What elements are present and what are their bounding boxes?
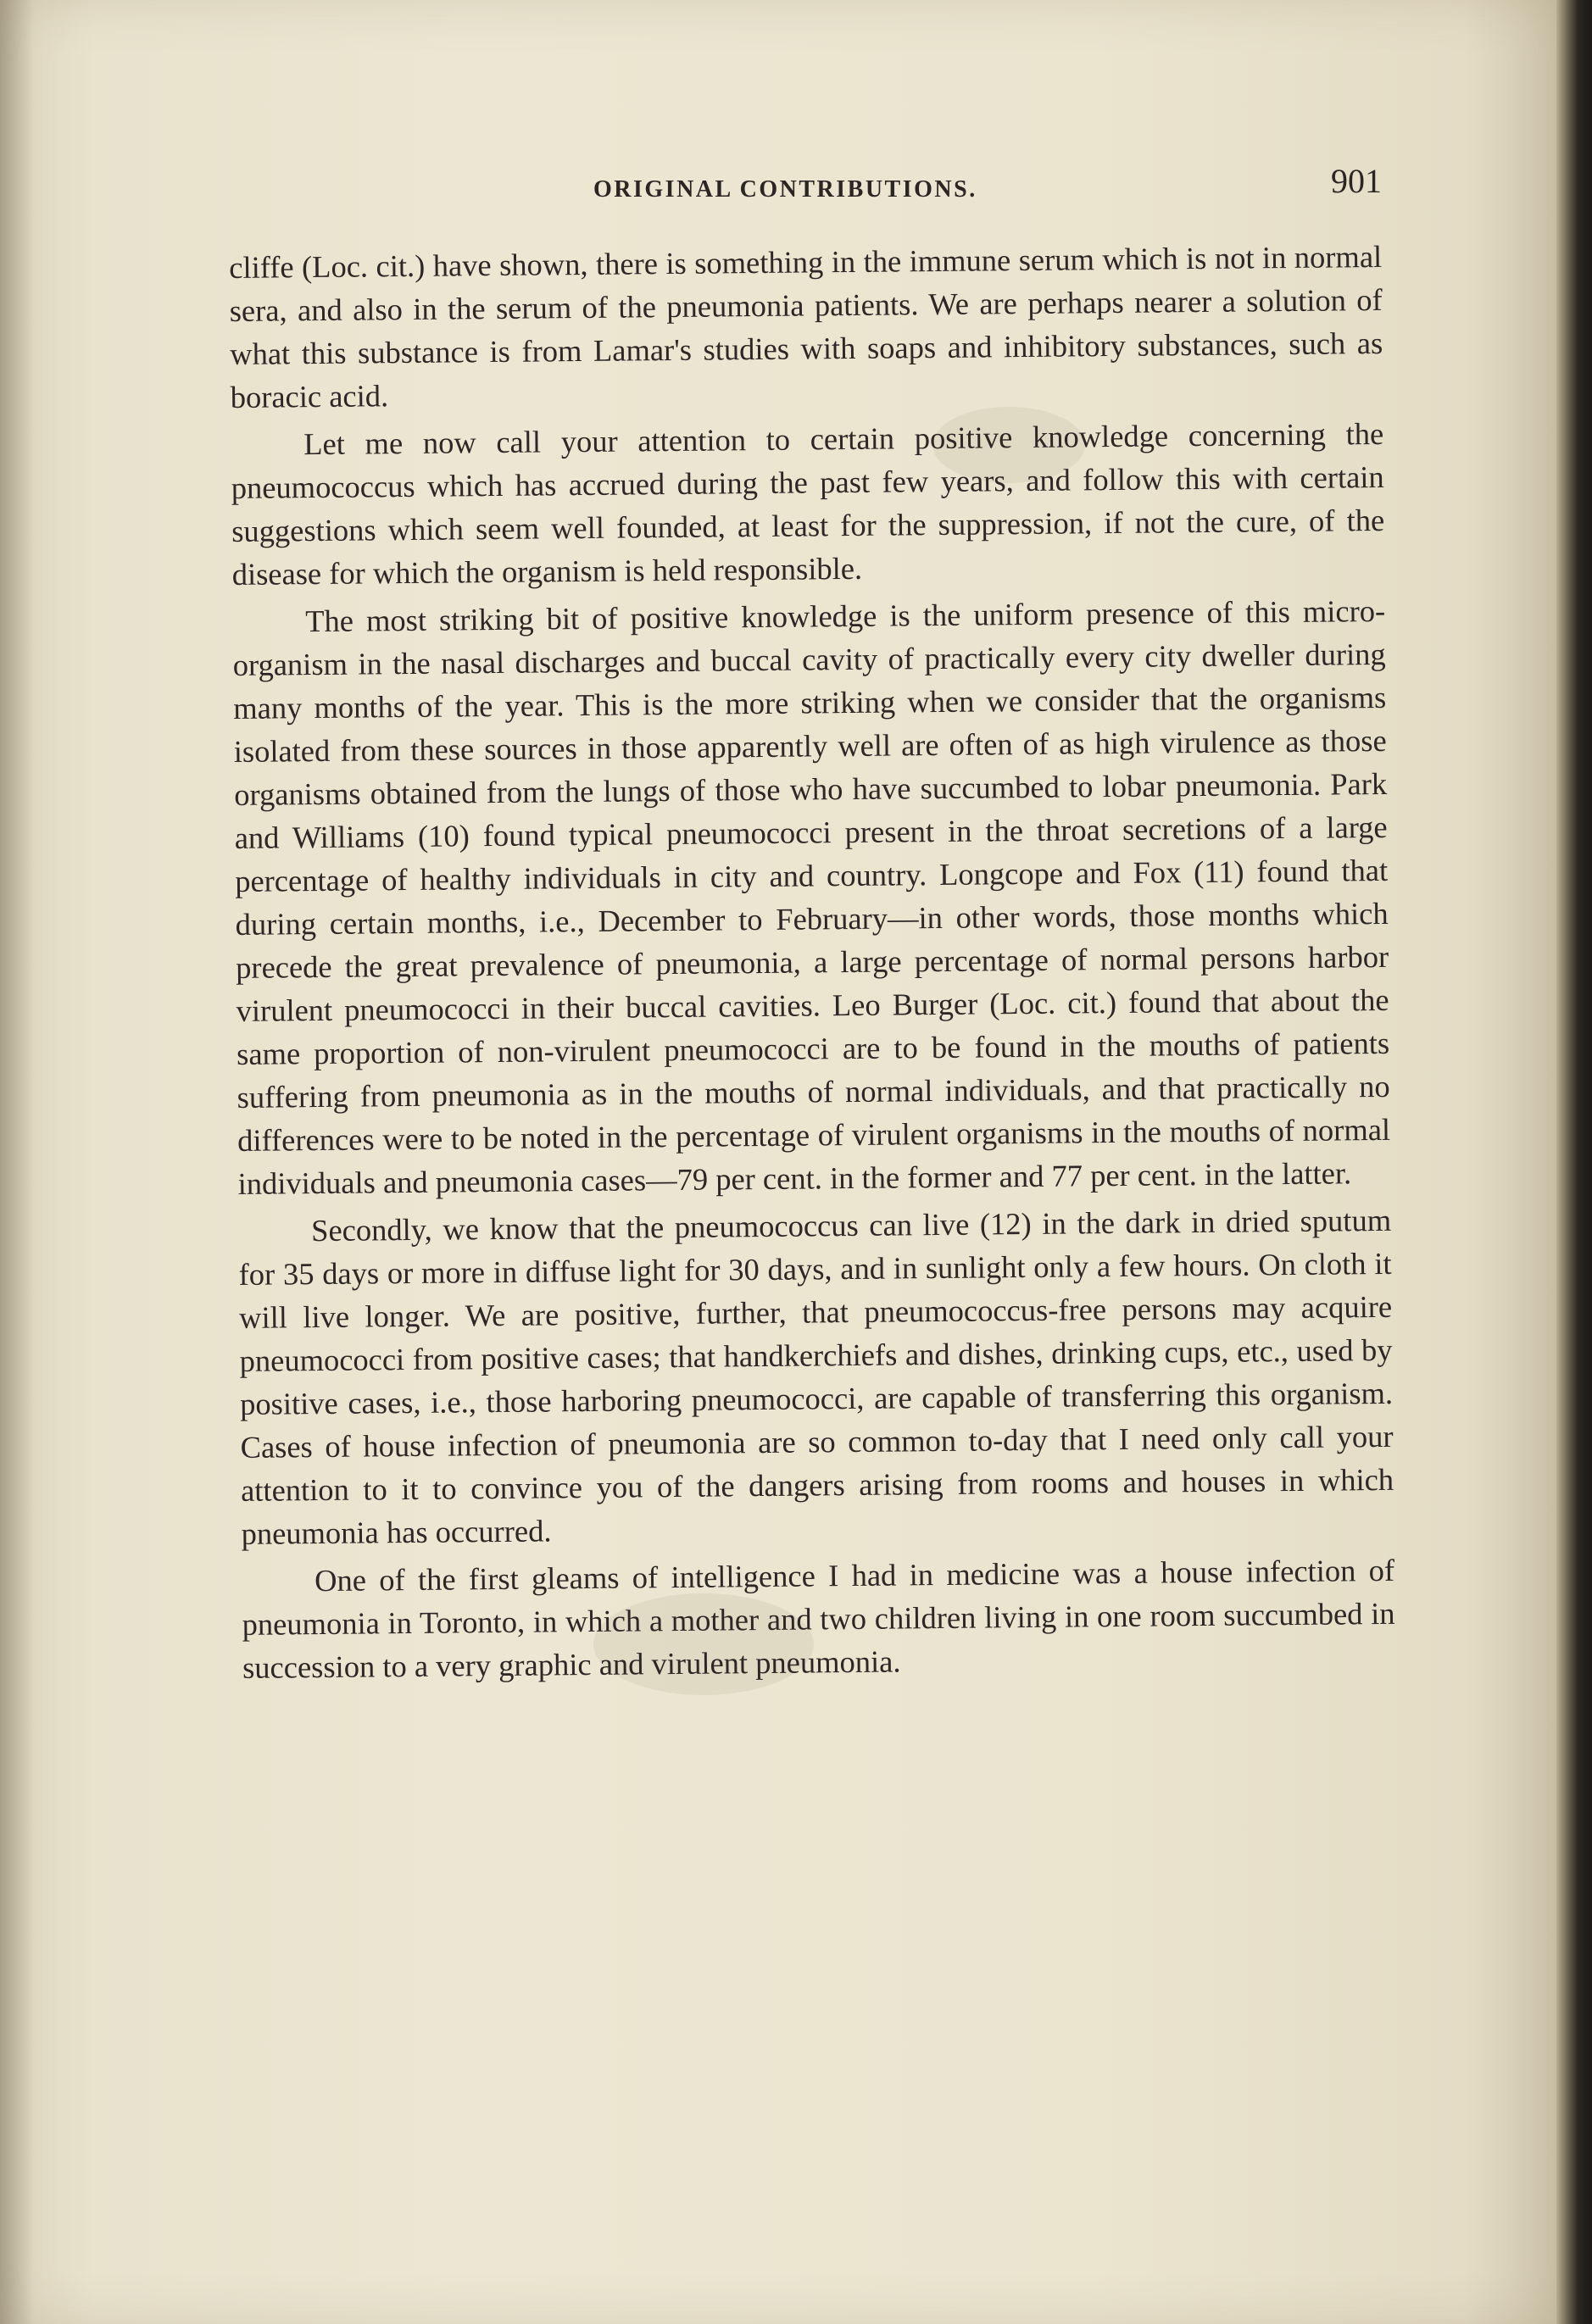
- paragraph: cliffe (Loc. cit.) have shown, there is something in the immune serum which is not in normal sera, and also in the serum of the pneumonia patients. We are perhaps nearer a solution of what this substance is from Lamar's studies with soaps and inhibitory substances, such as boracic acid.: [229, 238, 1383, 414]
- page-header: [229, 151, 1382, 219]
- paragraph: The most striking bit of positive knowledge is the uniform presence of this micro-organism in the nasal discharges and buccal cavity of practically every city dweller during many months of the year. This is the more striking when we consider that the organisms isolated from these sources in those apparently well are often of as high virulence as those organisms obtained from the lungs of those who have succumbed to lobar pneumonia. Park and Williams (10) found typical pneumococci present in the throat secretions of a large percentage of healthy individuals in city and country. Longcope and Fox (11) found that during certain months, i.e., December to February—in other words, those months which precede the great prevalence of pneumonia, a large percentage of normal persons harbor virulent pneumococci in their buccal cavities. Leo Burger (Loc. cit.) found that about the same proportion of non-virulent pneumococci are to be found in the mouths of patients suffering from pneumonia as in the mouths of normal individuals, and that practically no differences were to be noted in the percentage of virulent organisms in the mouths of normal individuals and pneumonia cases—79 per cent. in the former and 77 per cent. in the latter.: [232, 592, 1391, 1201]
- paragraph: Secondly, we know that the pneumococcus can live (12) in the dark in dried sputum for 35 days or more in diffuse light for 30 days, and in sunlight only a few hours. On cloth it will live longer. We are positive, further, that pneumococcus-free persons may acquire pneumococci from positive cases; that handkerchiefs and dishes, drinking cups, etc., used by positive cases, i.e., those harboring pneumococci, are capable of transferring this organism. Cases of house infection of pneumonia are so common to-day that I need only call your attention to it to convince you of the dangers arising from rooms and houses in which pneumonia has occurred.: [238, 1202, 1394, 1551]
- page-number: 901: [1331, 162, 1382, 200]
- book-edge: [1556, 0, 1592, 2324]
- body-text: [229, 235, 1395, 1693]
- binding-shadow: [0, 0, 34, 2324]
- paragraph: One of the first gleams of intelligence I had in medicine was a house infection of pneumonia in Toronto, in which a mother and two children living in one room succumbed in succession to a very graphic and virulent pneumonia.: [242, 1552, 1395, 1685]
- paragraph: Let me now call your attention to certain positive knowledge concerning the pneumococcus which has accrued during the past few years, and follow this with certain suggestions which seem well founded, at least for the suppression, if not the cure, of the disease for which the organism is held responsible.: [231, 415, 1385, 592]
- running-head: ORIGINAL CONTRIBUTIONS.: [593, 176, 977, 203]
